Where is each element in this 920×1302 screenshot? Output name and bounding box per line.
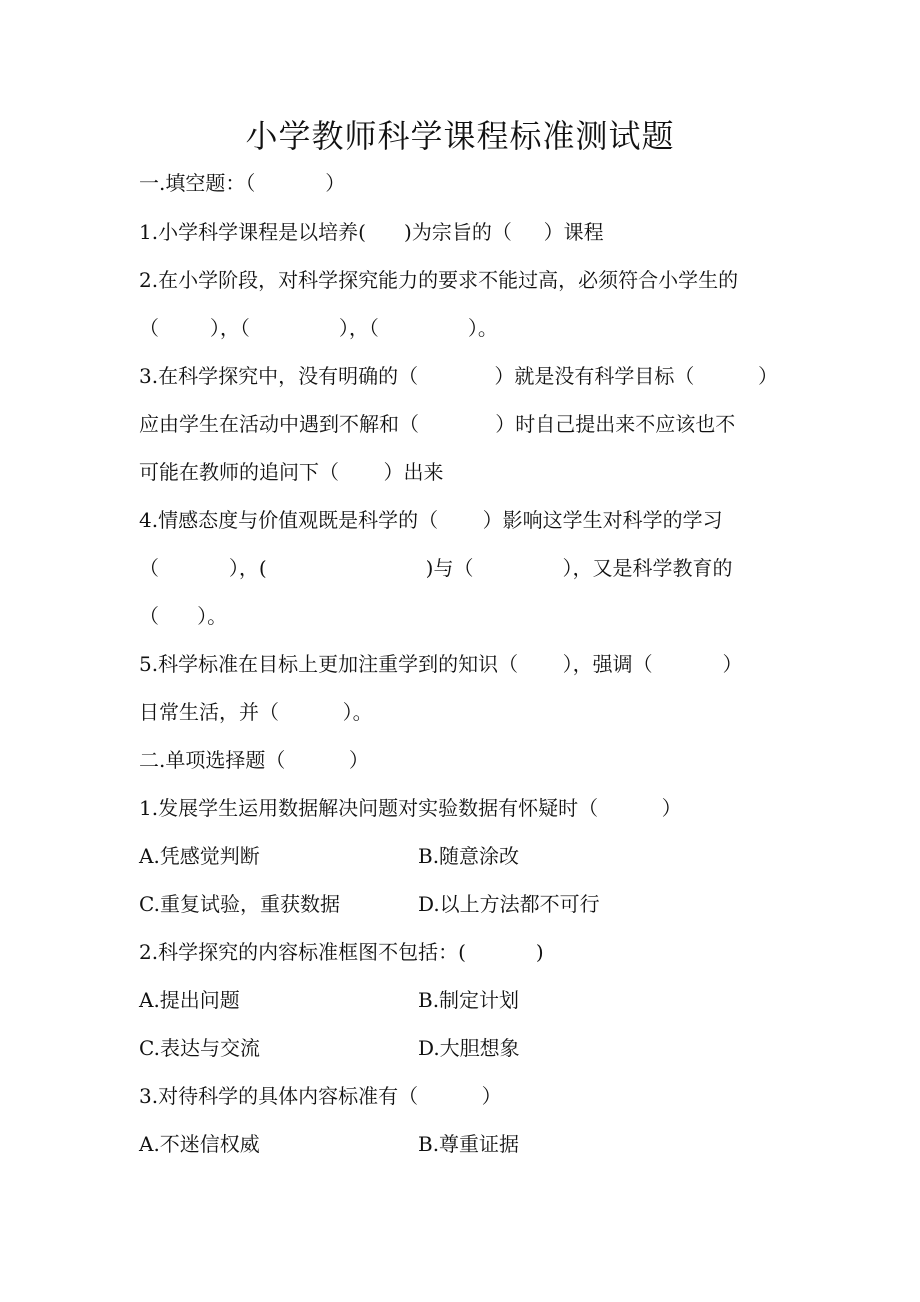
question-2-2: 2.科学探究的内容标准框图不包括：( ) [139,940,544,964]
question-1-3-cont: 应由学生在活动中遇到不解和（ ）时自己提出来不应该也不 [139,412,736,436]
question-1-3: 3.在科学探究中，没有明确的（ ）就是没有科学目标（ ） [139,364,778,388]
question-1-4-cont: （ ），( )与（ ），又是科学教育的 [139,556,733,580]
option-2-2-c: C.表达与交流 [139,1036,260,1060]
option-2-2-d: D.大胆想象 [418,1036,520,1060]
option-2-1-d: D.以上方法都不可行 [418,892,600,916]
question-1-4: 4.情感态度与价值观既是科学的（ ）影响这学生对科学的学习 [139,508,723,532]
option-2-2-b: B.制定计划 [418,988,520,1012]
question-1-2-cont: （ ），（ ），（ ）。 [139,316,498,340]
question-1-5: 5.科学标准在目标上更加注重学到的知识（ ），强调（ ） [139,652,743,676]
option-2-1-a: A.凭感觉判断 [139,844,260,868]
question-2-3: 3.对待科学的具体内容标准有（ ） [139,1084,502,1108]
question-1-5-cont: 日常生活，并（ ）。 [139,700,373,724]
option-2-3-b: B.尊重证据 [418,1132,520,1156]
question-2-1: 1.发展学生运用数据解决问题对实验数据有怀疑时（ ） [139,796,682,820]
question-1-2: 2.在小学阶段，对科学探究能力的要求不能过高，必须符合小学生的 [139,268,739,292]
document-title: 小学教师科学课程标准测试题 [245,117,675,155]
option-2-1-b: B.随意涂改 [418,844,520,868]
option-2-1-c: C.重复试验，重获数据 [139,892,340,916]
question-1-4-cont2: （ ）。 [139,604,228,628]
option-2-2-a: A.提出问题 [139,988,240,1012]
question-1-1: 1.小学科学课程是以培养( )为宗旨的（ ）课程 [139,220,604,244]
option-2-3-a: A.不迷信权威 [139,1132,260,1156]
section-fill-in-heading: 一.填空题：（ ） [139,171,346,195]
question-1-3-cont2: 可能在教师的追问下（ ）出来 [139,460,444,484]
section-choice-heading: 二.单项选择题（ ） [139,748,369,772]
